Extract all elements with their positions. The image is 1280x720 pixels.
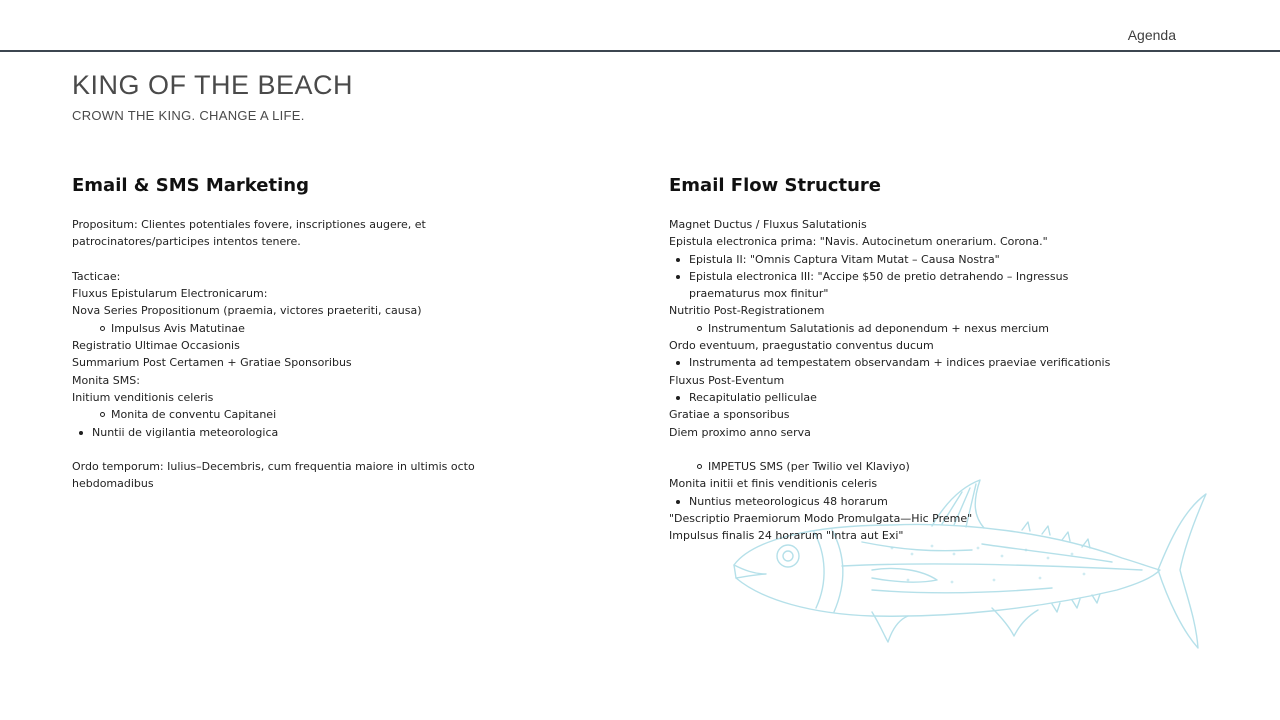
spacer — [72, 441, 542, 458]
text-line: Tacticae: — [72, 269, 121, 283]
spacer — [72, 251, 542, 268]
site-tagline: CROWN THE KING. CHANGE A LIFE. — [72, 108, 305, 123]
text-line: "Descriptio Praemiorum Modo Promulgata—Hic Preme" — [669, 512, 973, 526]
email-sms-marketing-section — [72, 175, 542, 493]
list-item: Impulsus Avis Matutinae — [72, 320, 542, 337]
email-flow-structure-section — [669, 175, 1139, 545]
list-item: Instrumenta ad tempestatem observandam + indices praeviae verificationis — [669, 354, 1139, 371]
text-line: Initium venditionis celeris — [72, 390, 214, 404]
list-item: Monita de conventu Capitanei — [72, 406, 542, 423]
text-line: Diem proximo anno serva — [669, 425, 811, 439]
text-line: Monita SMS: — [72, 373, 140, 387]
text-line: Fluxus Post-Eventum — [669, 373, 785, 387]
site-title: KING OF THE BEACH — [72, 70, 354, 100]
text-line: Summarium Post Certamen + Gratiae Sponsoribus — [72, 356, 352, 370]
text-line: Magnet Ductus / Fluxus Salutationis — [669, 218, 867, 231]
section-heading: Email & SMS Marketing — [72, 175, 309, 196]
list-item: Instrumentum Salutationis ad deponendum + nexus mercium — [669, 320, 1139, 337]
list-item: Nuntii de vigilantia meteorologica — [72, 424, 542, 441]
left-content-list — [72, 216, 542, 493]
text-line: Epistula electronica prima: "Navis. Autocinetum onerarium. Corona." — [669, 235, 1048, 249]
spacer — [669, 441, 1139, 458]
list-item: Recapitulatio pelliculae — [669, 389, 1139, 406]
text-line: Nova Series Propositionum (praemia, victores praeteriti, causa) — [72, 304, 422, 318]
agenda-link[interactable]: Agenda — [1127, 27, 1176, 43]
list-item: IMPETUS SMS (per Twilio vel Klaviyo) — [669, 458, 1139, 475]
text-line: Gratiae a sponsoribus — [669, 408, 790, 422]
list-item: Epistula electronica III: "Accipe $50 de pretio detrahendo – Ingressus praematurus mox finitur" — [669, 268, 1139, 303]
text-line: Monita initii et finis venditionis celeris — [669, 477, 878, 491]
text-line: Impulsus finalis 24 horarum "Intra aut Exi" — [669, 529, 904, 543]
list-item: Nuntius meteorologicus 48 horarum — [669, 493, 1139, 510]
text-line: Registratio Ultimae Occasionis — [72, 339, 240, 353]
text-line: Ordo eventuum, praegustatio conventus ducum — [669, 339, 934, 353]
text-line: Fluxus Epistularum Electronicarum: — [72, 287, 268, 301]
text-line: Ordo temporum: Iulius–Decembris, cum frequentia maiore in ultimis octo hebdomadibus — [72, 460, 475, 491]
list-item: Epistula II: "Omnis Captura Vitam Mutat – Causa Nostra" — [669, 251, 1139, 268]
section-heading: Email Flow Structure — [669, 175, 881, 196]
top-navigation-bar — [0, 0, 1280, 52]
right-content-list — [669, 216, 1139, 545]
text-line: Nutritio Post-Registrationem — [669, 304, 825, 318]
text-line: Propositum: Clientes potentiales fovere, inscriptiones augere, et patrocinatores/participes intentos tenere. — [72, 218, 426, 249]
